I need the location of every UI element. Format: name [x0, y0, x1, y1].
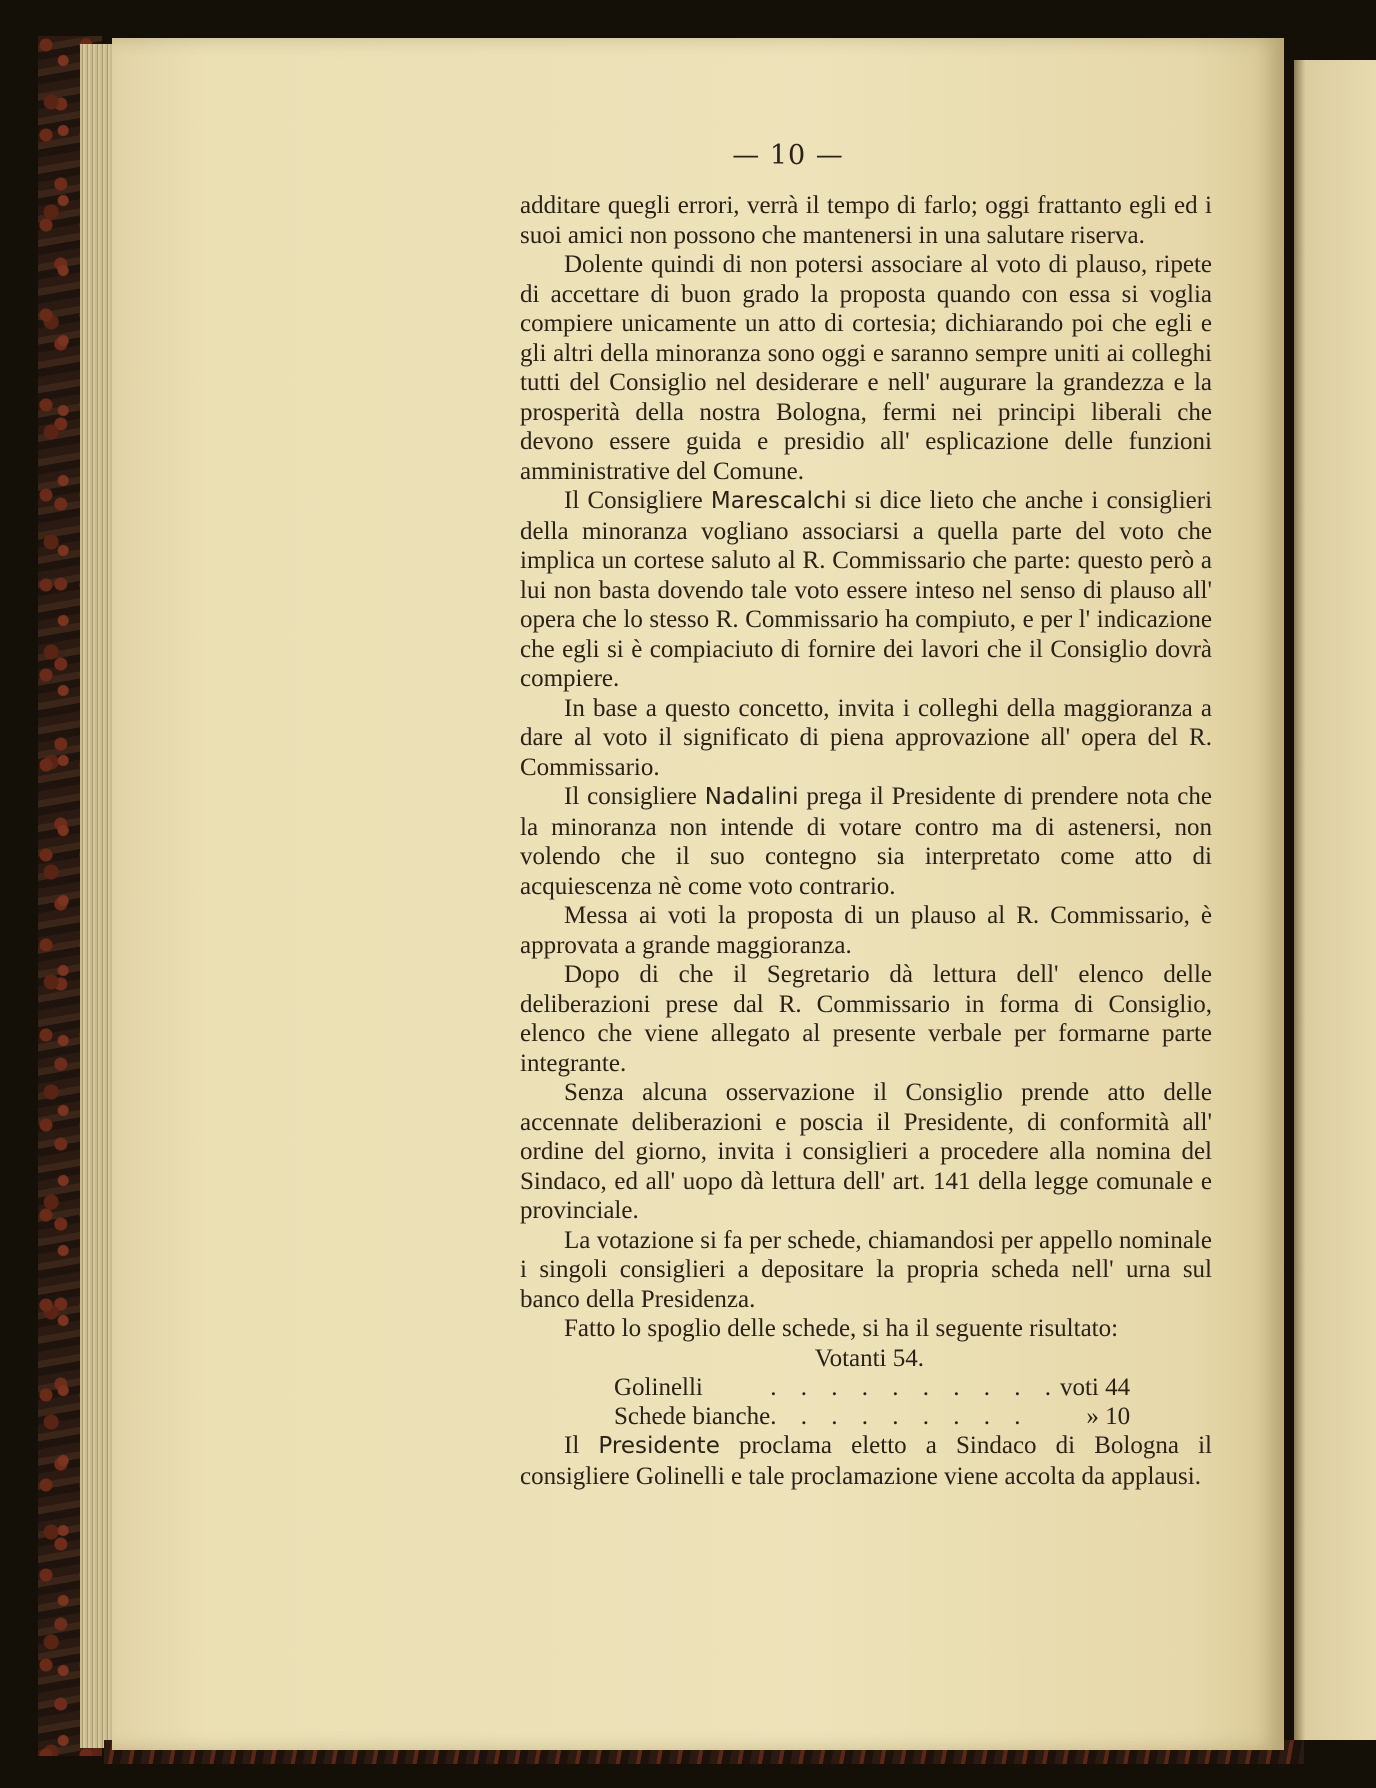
- body-text: [520, 191, 1212, 1491]
- paragraph-4: In base a questo concetto, invita i colleghi della maggioranza a dare al voto il significato di piena approvazione all' opera del R. Commissario.: [520, 694, 1212, 781]
- vote-results-table: [614, 1373, 1130, 1431]
- dot-leader: . . . . . . . . . .: [770, 1374, 1060, 1401]
- result-value: voti 44: [1059, 1374, 1131, 1401]
- paragraph-2: Dolente quindi di non potersi associare al voto di plauso, ripete di accettare di buon grado la proposta quando con essa si voglia compiere unicamente un atto di cortesia; dichiarando poi che egli e gli altri della minoranza sono oggi e saranno sempre uniti ai colleghi tutti del Consiglio nel desiderare e nell' augurare la grandezza e la prosperità della nostra Bologna, fermi nei principi liberali che devono essere guida e presidio all' esplicazione delle funzioni amministrative del Comune.: [520, 251, 1212, 485]
- table-row: [614, 1373, 1130, 1402]
- paragraph-11-after: proclama eletto a Sindaco di Bologna il consigliere Golinelli e tale proclamazione viene accolta da applausi.: [520, 1432, 1212, 1490]
- paragraph-5-before: Il consigliere: [564, 783, 705, 810]
- name-presidente: Presidente: [598, 1433, 720, 1459]
- paragraph-1: additare quegli errori, verrà il tempo di farlo; oggi frattanto egli ed i suoi amici non possono che mantenersi in una salutare riserva.: [520, 192, 1212, 249]
- result-value: » 10: [1086, 1403, 1131, 1430]
- dot-leader: . . . . . . . . .: [770, 1403, 1030, 1430]
- name-nadalini: Nadalini: [704, 784, 799, 810]
- paragraph-11-before: Il: [564, 1432, 599, 1459]
- table-row: [614, 1402, 1130, 1431]
- paragraph-8: Senza alcuna osservazione il Consiglio prende atto delle accennate deliberazioni e poscia il Presidente, di conformità all' ordine del giorno, invita i consiglieri a procedere alla nomina del Sindaco, ed all' uopo dà lettura dell' art. 141 della legge comunale e provinciale.: [520, 1079, 1212, 1224]
- paragraph-7: Dopo di che il Segretario dà lettura dell' elenco delle deliberazioni prese dal R. Commissario in forma di Consiglio, elenco che viene allegato al presente verbale per formarne parte integrante.: [520, 961, 1212, 1077]
- paragraph-5: [520, 782, 1212, 901]
- name-marescalchi: Marescalchi: [710, 488, 847, 514]
- result-label: Golinelli: [614, 1374, 703, 1401]
- paragraph-6: Messa ai voti la proposta di un plauso al R. Commissario, è approvata a grande maggioranza.: [520, 902, 1212, 959]
- facing-page-edge: [1294, 60, 1376, 1740]
- paragraph-11: [520, 1431, 1212, 1491]
- paragraph-10: Fatto lo spoglio delle schede, si ha il seguente risultato:: [564, 1315, 1119, 1342]
- paragraph-3-after: si dice lieto che anche i consiglieri della minoranza vogliano associarsi a quella parte del voto che implica un cortese saluto al R. Commissario che parte: questo però a lui non basta dovendo tale voto essere inteso nel senso di plauso all' opera che lo stesso R. Commissario ha compiuto, e per l' indicazione che egli si è compiaciuto di fornire dei lavori che il Consiglio dovrà compiere.: [520, 487, 1213, 692]
- page-number: — 10 —: [732, 140, 844, 171]
- page-edges: [80, 44, 114, 1748]
- result-label: Schede bianche: [614, 1403, 771, 1430]
- votanti-line: Votanti 54.: [814, 1344, 924, 1372]
- paragraph-3: [520, 486, 1212, 694]
- paragraph-5-after: prega il Presidente di prendere nota che la minoranza non intende di votare contro ma di astenersi, non volendo che il suo contegno sia interpretato come atto di acquiescenza nè come voto contrario.: [520, 783, 1213, 900]
- paragraph-3-before: Il Consigliere: [564, 487, 711, 514]
- paragraph-9: La votazione si fa per schede, chiamandosi per appello nominale i singoli consiglieri a depositare la propria scheda nell' urna sul banco della Presidenza.: [520, 1226, 1212, 1313]
